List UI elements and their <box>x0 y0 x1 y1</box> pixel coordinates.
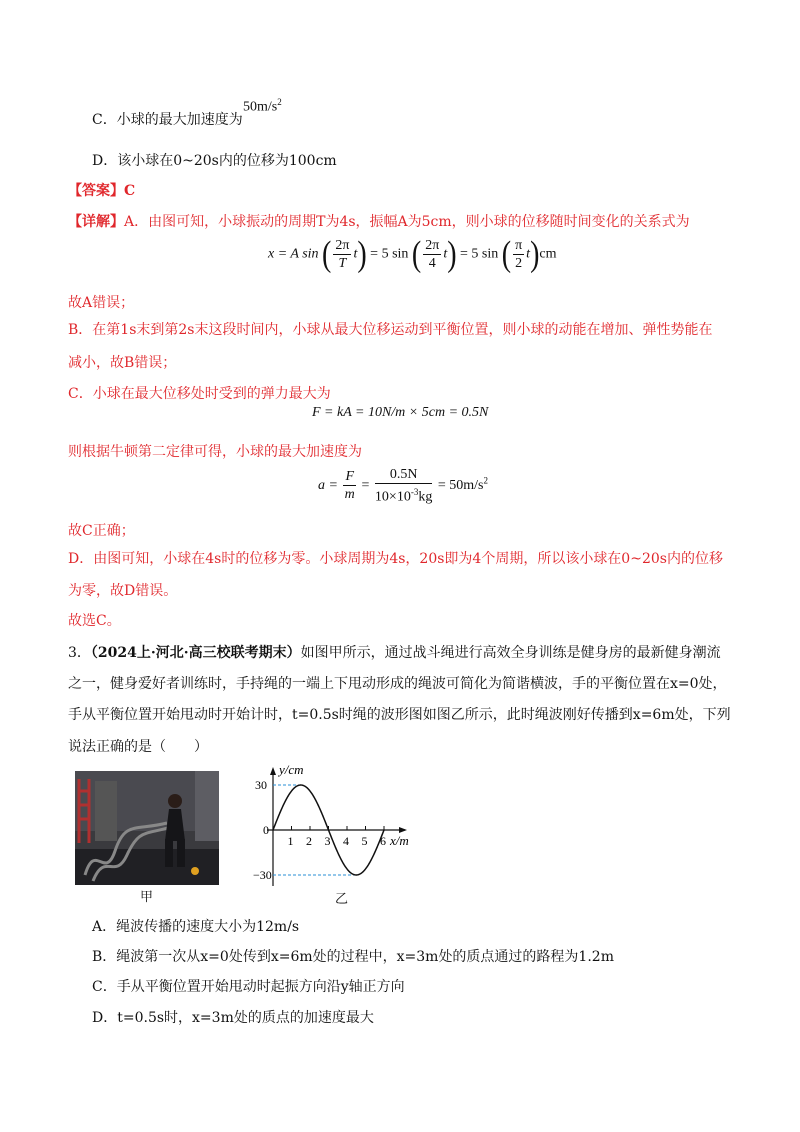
q3-line3: 手从平衡位置开始甩动时开始计时，t=0.5s时绳的波形图如图乙所示，此时绳波刚好传播到x=6m处，下列 <box>68 707 731 723</box>
q3-line2: 之一，健身爱好者训练时，手持绳的一端上下甩动形成的绳波可简化为简谐横波，手的平衡位置在x=0处， <box>68 676 727 692</box>
wave-chart-svg <box>245 758 425 888</box>
photo-caption: 甲 <box>140 890 154 905</box>
eq1-unit: cm <box>539 246 557 262</box>
eq3-frac2-den-unit: kg <box>418 489 433 505</box>
detail-line-a <box>68 211 690 231</box>
wave-point <box>335 847 336 848</box>
wave-point <box>286 798 287 799</box>
detail-a-wrong: 故A错误； <box>68 295 135 311</box>
eq1-mid1: = 5 sin <box>370 246 409 262</box>
eq3-frac2-den-base: 10×10 <box>374 489 411 505</box>
eq1-frac1-num: 2π <box>335 238 350 253</box>
y-axis-arrow <box>270 767 276 775</box>
q3-line4: 说法正确的是（ ） <box>68 739 208 755</box>
eq3-frac2-num: 0.5N <box>375 466 432 484</box>
detail-c-right: 故C正确； <box>68 523 135 539</box>
eq1-t1: t <box>353 246 358 262</box>
detail-d-line1: D．由图可知，小球在4s时的位移为零。小球周期为4s，20s即为4个周期，所以该小球在0~20s内的位移 <box>68 551 723 567</box>
x-tick-label: 3 <box>324 834 331 848</box>
equation-force: F = kA = 10N/m × 5cm = 0.5N <box>312 405 489 420</box>
detail-c-line: C．小球在最大位移处时受到的弹力最大为 <box>68 386 331 402</box>
wave-point <box>363 871 364 872</box>
detail-conclusion: 故选C。 <box>68 613 121 629</box>
eq3-frac1 <box>343 468 356 503</box>
eq1-frac1 <box>333 237 351 272</box>
battle-rope-photo <box>75 771 219 885</box>
answer-value: C <box>124 183 136 199</box>
answer-tag: 【答案】 <box>68 183 124 199</box>
graph-caption: 乙 <box>335 892 349 907</box>
eq1-t2: t <box>443 246 448 262</box>
battle-rope-photo-illustration <box>75 771 219 885</box>
q3-option-d: D．t=0.5s时，x=3m处的质点的加速度最大 <box>92 1010 374 1026</box>
eq3-frac1-num: F <box>345 469 355 485</box>
eq1-lhs: x = A sin <box>268 246 319 262</box>
detail-b-line1: B．在第1s末到第2s末这段时间内，小球从最大位移运动到平衡位置，则小球的动能在增加、弹性势能在 <box>68 322 713 338</box>
wave-chart <box>245 758 425 892</box>
wave-point <box>383 829 384 830</box>
detail-d-line2: 为零，故D错误。 <box>68 583 178 599</box>
eq1-mid2: = 5 sin <box>460 246 499 262</box>
eq1-frac2 <box>423 237 441 272</box>
q3-line1 <box>68 642 721 662</box>
equation-displacement: x = A sin ( $\frac{2\pi}{T}$ t) = 5 sin ( $\frac{2\pi}{4}$ t) = 5 sin ( $\frac{\pi}{2}$ t)cm <box>268 233 557 274</box>
eq1-frac3 <box>513 237 524 272</box>
wave-point <box>349 871 350 872</box>
eq3-lhs: a = <box>318 478 338 494</box>
eq1-frac2-den: 4 <box>428 256 436 271</box>
y-tick-label: 0 <box>263 823 269 837</box>
wave-point <box>279 812 280 813</box>
wave-point <box>307 788 308 789</box>
detail-a-text: A．由图可知，小球振动的周期T为4s，振幅A为5cm，则小球的位移随时间变化的关系式为 <box>124 214 690 230</box>
x-tick-label: 1 <box>287 834 294 848</box>
eq3-frac2 <box>375 466 432 506</box>
wave-point <box>328 829 329 830</box>
q3-line1-text: 如图甲所示，通过战斗绳进行高效全身训练是健身房的最新健身潮流 <box>300 645 721 661</box>
equation-acceleration <box>318 466 488 506</box>
detail-newton-line: 则根据牛顿第二定律可得，小球的最大加速度为 <box>68 444 362 460</box>
wave-point <box>356 874 357 875</box>
wave-point <box>321 812 322 813</box>
wave-point <box>314 798 315 799</box>
eq3-frac2-den <box>375 484 432 506</box>
q2-option-c-exp: 2 <box>277 97 282 107</box>
y-axis-label: y/cm <box>279 762 304 777</box>
eq3-frac1-den: m <box>344 487 355 503</box>
wave-point <box>272 829 273 830</box>
wave-point <box>370 861 371 862</box>
q3-option-c: C．手从平衡位置开始甩动时起振方向沿y轴正方向 <box>92 979 405 995</box>
wave-point <box>342 861 343 862</box>
wave-point <box>376 847 377 848</box>
detail-tag: 【详解】 <box>68 214 124 230</box>
eq1-frac3-den: 2 <box>515 256 523 271</box>
wave-point <box>300 784 301 785</box>
eq3-rhs-exp: 2 <box>483 475 488 486</box>
eq3-rhs: = 50m/s <box>437 478 484 494</box>
detail-b-line2: 减小，故B错误； <box>68 355 177 371</box>
y-tick-label: 30 <box>255 778 267 792</box>
q3-source: （2024上·河北·高三校联考期末） <box>90 645 301 661</box>
x-axis-label: x/m <box>390 833 409 848</box>
y-tick-label: −30 <box>253 868 272 882</box>
eq3-eq: = <box>361 478 370 494</box>
x-tick-label: 4 <box>343 834 349 848</box>
x-tick-label: 2 <box>306 834 312 848</box>
q2-option-c-value-text: 50m/s <box>243 99 278 115</box>
x-tick-label: 5 <box>361 834 368 848</box>
eq1-frac2-num: 2π <box>425 238 440 253</box>
eq1-t3: t <box>526 246 531 262</box>
wave-point <box>293 788 294 789</box>
answer-line <box>68 180 135 200</box>
q3-option-b: B．绳波第一次从x=0处传到x=6m处的过程中，x=3m处的质点通过的路程为1.2m <box>92 949 614 965</box>
q2-option-c <box>92 109 243 129</box>
q2-option-c-text: C．小球的最大加速度为 <box>92 112 243 128</box>
x-tick-label: 6 <box>380 834 386 848</box>
eq3-frac2-den-exp: -3 <box>410 487 419 497</box>
q3-number: 3． <box>68 645 91 661</box>
eq1-frac1-den: T <box>338 256 347 271</box>
q2-option-c-value <box>243 97 282 116</box>
eq1-frac3-num: π <box>515 238 523 253</box>
q2-option-d: D．该小球在0~20s内的位移为100cm <box>92 153 337 169</box>
q3-option-a: A．绳波传播的速度大小为12m/s <box>92 919 300 935</box>
